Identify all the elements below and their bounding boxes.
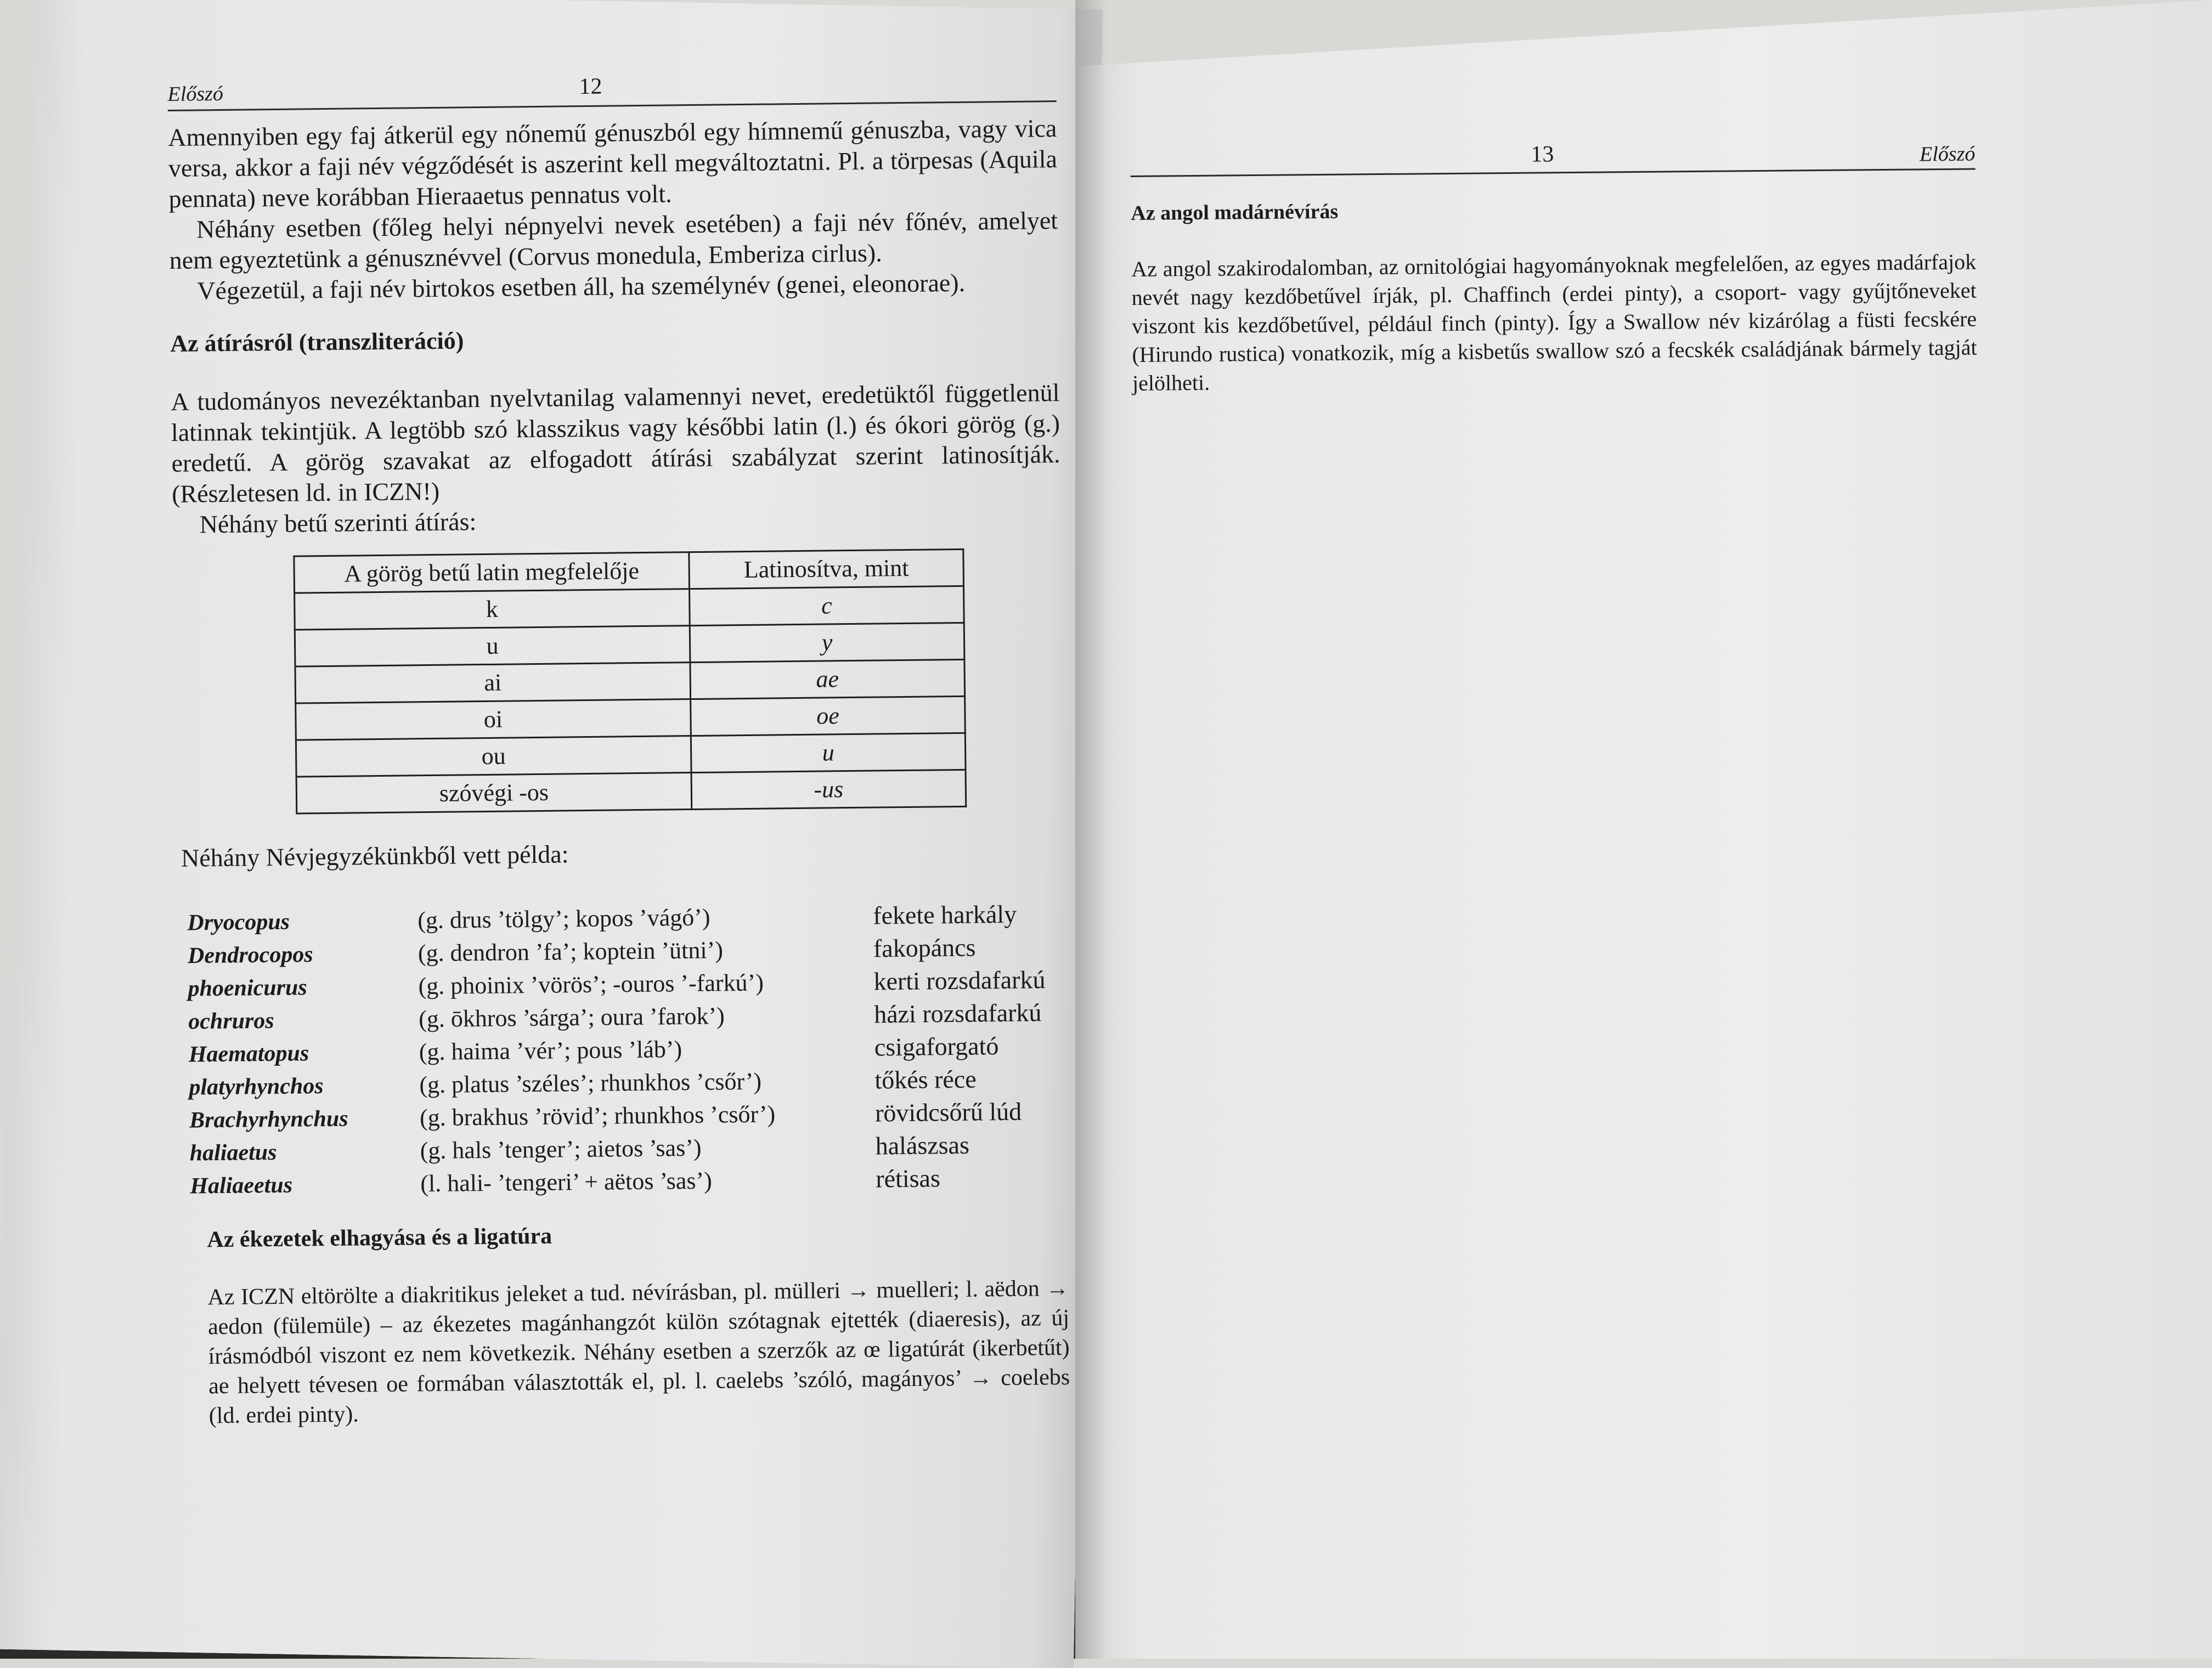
left-page-header [167,56,1057,111]
genus-name: platyrhynchos [189,1073,324,1100]
page-number: 13 [1531,142,1554,167]
hungarian-name: rétisas [876,1164,941,1193]
hungarian-name: csigaforgató [874,1032,999,1061]
hungarian-name: fakopáncs [873,933,976,963]
table-cell: u [691,733,966,772]
table-cell: u [295,626,690,667]
etymology: (g. haima ’vér’; pous ’láb’) [419,1036,682,1066]
running-title: Előszó [167,82,224,106]
paragraph: Amennyiben egy faj átkerül egy nőnemű génuszból egy hímnemű génuszba, vagy vica versa, akkor a faji név végződését is aszerint kell megváltoztatni. Pl. a törpesas (Aquila pennata) neve korábban Hieraaetus pennatus volt. [168,114,1058,213]
etymology: (g. drus ’tölgy’; kopos ’vágó’) [417,903,710,934]
genus-name: haliaetus [189,1140,277,1166]
page-number: 12 [579,73,602,100]
examples-list [187,897,1068,1203]
paragraph: Végezetül, a faji név birtokos esetben áll, ha személynév (genei, eleonorae). [197,268,966,305]
running-title: Előszó [1919,142,1976,166]
paragraph: Néhány esetben (főleg helyi népnyelvi nevek esetében) a faji név főnév, amelyet nem egyeztetünk a génusznévvel (Corvus monedula, Emberiza cirlus). [169,206,1058,274]
section-heading: Az angol madárnévírás [1131,200,1339,225]
etymology: (g. dendron ’fa’; koptein ’ütni’) [417,936,724,967]
section-heading: Az átírásról (transzliteráció) [170,327,464,357]
right-page-header [1130,125,1976,177]
book-spine [1075,0,1108,1659]
hungarian-name: fekete harkály [873,900,1017,930]
paragraph: A tudományos nevezéktanban nyelvtanilag valamennyi nevet, eredetüktől függetlenül latinnak tekintjük. A legtöbb szó klasszikus vagy későbbi latin (l.) és ókori görög (g.) eredetű. A görög szavakat az elfogadott átírási szabályzat szerint latinosítják. (Részletesen ld. in ICZN!) [171,378,1060,508]
genus-name: phoenicurus [188,975,307,1002]
genus-name: Brachyrhynchus [189,1106,348,1133]
paragraph: Az ICZN eltörölte a diakritikus jeleket a tud. névírásban, pl. mülleri → muelleri; l. aëdon → aedon (fülemüle) – az ékezetes magánhangzót külön szótagnak ejtették (diaeresis), az új írásmódból viszont ez nem következik. Néhány esetben a szerzők az œ ligatúrát (ikerbetűt) ae helyett tévesen oe formában választották el, pl. l. caelebs ’szóló, magányos’ → coelebs (ld. erdei pinty). [207,1275,1070,1429]
genus-name: Haematopus [188,1041,309,1067]
paragraph: Az angol szakirodalomban, az ornitológiai hagyományoknak megfelelően, az egyes madárfajok nevét nagy kezdőbetűvel írják, pl. Chaffinch (erdei pinty), a csoport- vagy gyűjtőneveket viszont kis kezdőbetűvel, például finch (pinty). Így a Swallow név kizárólag a füsti fecskére (Hirundo rustica) vonatkozik, míg a kisbetűs swallow szó a fecskék családjának bármely tagját jelölheti. [1131,249,1977,395]
table-row [295,623,964,666]
genus-name: Dendrocopos [187,942,313,969]
table-cell: y [690,623,964,662]
hungarian-name: rövidcsőrű lúd [874,1097,1022,1127]
table-cell: -us [691,770,966,809]
table-row [296,696,966,740]
genus-name: Haliaeetus [190,1172,293,1199]
table-row [296,733,966,777]
hungarian-name: házi rozsdafarkú [873,998,1042,1028]
etymology: (g. phoinix ’vörös’; -ouros ’-farkú’) [418,969,764,1000]
table-cell: szóvégi -os [296,773,692,814]
table-row [296,770,966,813]
table-header: A görög betű latin megfelelője [294,552,690,593]
hungarian-name: halászsas [875,1130,970,1160]
genus-name: Dryocopus [187,909,290,936]
table-cell: ae [690,659,965,699]
genus-name: ochruros [188,1008,274,1034]
table-cell: ai [295,663,691,704]
etymology: (l. hali- ’tengeri’ + aëtos ’sas’) [420,1167,713,1197]
table-row [295,586,964,630]
table-cell: k [295,589,690,630]
etymology: (g. hals ’tenger’; aietos ’sas’) [420,1134,702,1164]
examples-caption: Néhány Névjegyzékünkből vett példa: [180,840,569,872]
etymology: (g. platus ’széles’; rhunkhos ’csőr’) [419,1067,762,1099]
table-row [295,659,965,703]
paragraph: Néhány betű szerinti átírás: [199,507,477,539]
hungarian-name: kerti rozsdafarkú [873,965,1046,996]
table-header: Latinosítva, mint [689,549,964,589]
etymology: (g. ōkhros ’sárga’; oura ’farok’) [418,1002,725,1033]
section-heading: Az ékezetek elhagyása és a ligatúra [207,1223,552,1253]
transliteration-table [293,549,967,815]
table-cell: oe [691,696,966,736]
table-cell: oi [296,699,691,740]
etymology: (g. brakhus ’rövid’; rhunkhos ’csőr’) [419,1100,776,1132]
left-page-content [167,56,1070,1431]
right-page-content [1130,125,1977,398]
table-cell: ou [296,736,691,777]
hungarian-name: tőkés réce [874,1065,977,1094]
table-cell: c [690,586,964,625]
